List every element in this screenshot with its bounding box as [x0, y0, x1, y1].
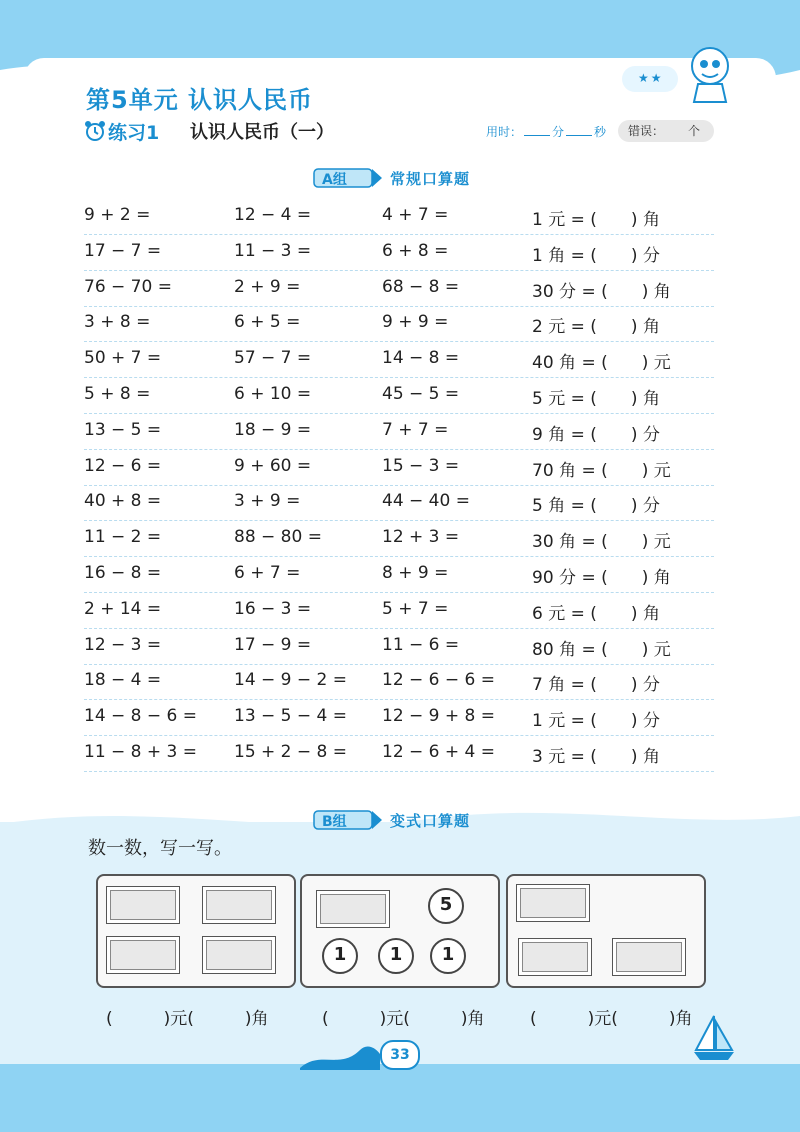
conversion-problem[interactable]: 40 角 = ( ) 元	[532, 353, 671, 374]
arithmetic-problem[interactable]: 18 − 9 =	[234, 419, 312, 440]
arithmetic-problem[interactable]: 5 + 8 =	[84, 384, 151, 404]
group-a-header	[312, 166, 512, 192]
seconds-blank[interactable]	[566, 125, 592, 136]
time-label: 用时：	[486, 125, 523, 139]
pencil-banner-icon	[312, 166, 384, 190]
page-number: 33	[380, 1040, 420, 1070]
arithmetic-problem[interactable]: 68 − 8 =	[382, 276, 460, 297]
error-count-pill[interactable]	[618, 120, 714, 142]
problem-row	[84, 199, 714, 235]
difficulty-label: 难易等级:	[554, 80, 611, 95]
problem-row	[84, 235, 714, 271]
answer-blank-1[interactable]: ( )元( )角	[106, 1009, 269, 1029]
conversion-problem[interactable]: 70 角 = ( ) 元	[532, 460, 671, 481]
minute-unit: 分	[552, 125, 565, 139]
problem-row	[84, 306, 714, 342]
money-box-1	[96, 874, 296, 988]
second-unit: 秒	[594, 125, 607, 139]
arithmetic-problem[interactable]: 12 − 9 + 8 =	[382, 706, 496, 727]
arithmetic-problem[interactable]: 13 − 5 − 4 =	[234, 706, 348, 727]
errors-unit: 个	[687, 124, 700, 138]
problem-row	[84, 378, 714, 414]
difficulty-stars: ★★	[638, 71, 664, 85]
mascot-icon	[682, 44, 738, 104]
arithmetic-problem[interactable]: 6 + 5 =	[234, 312, 301, 333]
conversion-problem[interactable]: 7 角 = ( ) 分	[532, 675, 660, 696]
minutes-blank[interactable]	[524, 125, 550, 136]
problem-row	[84, 629, 714, 665]
banknote-icon	[612, 938, 686, 976]
conversion-problem[interactable]: 90 分 = ( ) 角	[532, 568, 671, 588]
arithmetic-problem[interactable]: 6 + 10 =	[234, 384, 312, 404]
arithmetic-problem[interactable]: 13 − 5 =	[84, 419, 162, 440]
group-b-header	[312, 808, 512, 834]
banknote-icon	[106, 886, 180, 924]
arithmetic-problem[interactable]: 5 + 7 =	[382, 598, 449, 619]
conversion-problem[interactable]: 1 角 = ( ) 分	[532, 245, 660, 266]
conversion-problem[interactable]: 1 元 = ( ) 角	[532, 210, 660, 230]
difficulty-cloud-icon	[622, 66, 678, 92]
coin-icon: 1	[322, 938, 358, 974]
problem-row	[84, 521, 714, 557]
conversion-problem[interactable]: 6 元 = ( ) 角	[532, 603, 660, 624]
arithmetic-problem[interactable]: 12 − 3 =	[84, 634, 162, 655]
coin-icon: 1	[378, 938, 414, 974]
banknote-icon	[518, 938, 592, 976]
arithmetic-problem[interactable]: 11 − 6 =	[382, 634, 460, 655]
arithmetic-problem[interactable]: 9 + 9 =	[382, 312, 449, 333]
arithmetic-problem[interactable]: 18 − 4 =	[84, 670, 162, 691]
arithmetic-problem[interactable]: 57 − 7 =	[234, 348, 312, 369]
answer-blank-2[interactable]: ( )元( )角	[322, 1009, 485, 1029]
problem-row	[84, 414, 714, 450]
conversion-problem[interactable]: 5 角 = ( ) 分	[532, 496, 660, 517]
arithmetic-problem[interactable]: 11 − 3 =	[234, 240, 312, 261]
arithmetic-problem[interactable]: 14 − 8 − 6 =	[84, 706, 198, 727]
money-box-3	[506, 874, 706, 988]
arithmetic-problem[interactable]: 16 − 3 =	[234, 598, 312, 619]
arithmetic-problem[interactable]: 7 + 7 =	[382, 419, 449, 440]
arithmetic-problem[interactable]: 11 − 2 =	[84, 527, 162, 548]
problem-row	[84, 736, 714, 772]
problem-row	[84, 593, 714, 629]
arithmetic-problem[interactable]: 9 + 2 =	[84, 205, 151, 225]
conversion-problem[interactable]: 30 分 = ( ) 角	[532, 281, 671, 302]
group-a-label: 常规口算题	[390, 170, 471, 188]
unit-title: 第5单元 认识人民币	[86, 86, 314, 114]
time-used	[486, 123, 606, 140]
banknote-icon	[316, 890, 390, 928]
arithmetic-problem[interactable]: 14 − 9 − 2 =	[234, 670, 348, 691]
conversion-problem[interactable]: 9 角 = ( ) 分	[532, 424, 660, 445]
arithmetic-problem[interactable]: 17 − 7 =	[84, 240, 162, 261]
arithmetic-problem[interactable]: 76 − 70 =	[84, 276, 172, 297]
arithmetic-problem[interactable]: 15 + 2 − 8 =	[234, 742, 348, 762]
group-a-badge: A组	[322, 172, 347, 188]
arithmetic-problem[interactable]: 6 + 7 =	[234, 563, 301, 583]
errors-label: 错误：	[628, 124, 665, 138]
arithmetic-problem[interactable]: 12 − 6 =	[84, 455, 162, 476]
problem-row	[84, 664, 714, 700]
conversion-problem[interactable]: 5 元 = ( ) 角	[532, 389, 660, 409]
exercise-number: 练习1	[108, 122, 160, 144]
group-b-badge: B组	[322, 814, 347, 830]
exercise-title: 认识人民币（一）	[190, 122, 334, 143]
pencil-banner-icon	[312, 808, 384, 832]
banknote-icon	[516, 884, 590, 922]
arithmetic-problem[interactable]: 4 + 7 =	[382, 205, 449, 225]
arithmetic-problem[interactable]: 17 − 9 =	[234, 634, 312, 655]
arithmetic-problem[interactable]: 9 + 60 =	[234, 455, 312, 476]
arithmetic-problem[interactable]: 11 − 8 + 3 =	[84, 742, 198, 762]
arithmetic-problem[interactable]: 16 − 8 =	[84, 563, 162, 583]
arithmetic-problem[interactable]: 88 − 80 =	[234, 527, 322, 548]
wave-icon	[300, 1040, 380, 1070]
problem-row	[84, 271, 714, 307]
money-box-2	[300, 874, 500, 988]
conversion-problem[interactable]: 80 角 = ( ) 元	[532, 639, 671, 660]
arithmetic-problem[interactable]: 12 − 6 − 6 =	[382, 670, 496, 691]
arithmetic-problem[interactable]: 14 − 8 =	[382, 348, 460, 369]
answer-blank-3[interactable]: ( )元( )角	[530, 1009, 693, 1029]
coin-icon: 5	[428, 888, 464, 924]
arithmetic-problem[interactable]: 2 + 14 =	[84, 598, 162, 619]
conversion-problem[interactable]: 1 元 = ( ) 分	[532, 711, 660, 732]
problem-row	[84, 342, 714, 378]
arithmetic-problem[interactable]: 12 − 6 + 4 =	[382, 742, 496, 762]
arithmetic-problem[interactable]: 3 + 8 =	[84, 312, 151, 333]
arithmetic-problem[interactable]: 15 − 3 =	[382, 455, 460, 476]
arithmetic-problem[interactable]: 6 + 8 =	[382, 240, 449, 261]
conversion-problem[interactable]: 3 元 = ( ) 角	[532, 747, 660, 767]
problem-row	[84, 557, 714, 593]
group-b-label: 变式口算题	[390, 812, 471, 830]
instruction: 数一数，写一写。	[88, 838, 232, 859]
arithmetic-problem[interactable]: 44 − 40 =	[382, 491, 470, 512]
alarm-clock-icon	[84, 120, 106, 142]
banknote-icon	[202, 886, 276, 924]
arithmetic-problem[interactable]: 2 + 9 =	[234, 276, 301, 297]
arithmetic-problem[interactable]: 50 + 7 =	[84, 348, 162, 369]
conversion-problem[interactable]: 30 角 = ( ) 元	[532, 532, 671, 553]
conversion-problem[interactable]: 2 元 = ( ) 角	[532, 317, 660, 338]
problem-row	[84, 700, 714, 736]
coin-icon: 1	[430, 938, 466, 974]
sailboat-icon	[690, 1012, 738, 1064]
arithmetic-problem[interactable]: 40 + 8 =	[84, 491, 162, 512]
banknote-icon	[202, 936, 276, 974]
arithmetic-problem[interactable]: 8 + 9 =	[382, 563, 449, 583]
arithmetic-problem[interactable]: 3 + 9 =	[234, 491, 301, 512]
arithmetic-problem[interactable]: 12 − 4 =	[234, 205, 312, 225]
arithmetic-problem[interactable]: 45 − 5 =	[382, 384, 460, 404]
footer-band	[0, 1064, 800, 1132]
banknote-icon	[106, 936, 180, 974]
arithmetic-problem[interactable]: 12 + 3 =	[382, 527, 460, 548]
problem-row	[84, 485, 714, 521]
problem-row	[84, 450, 714, 486]
